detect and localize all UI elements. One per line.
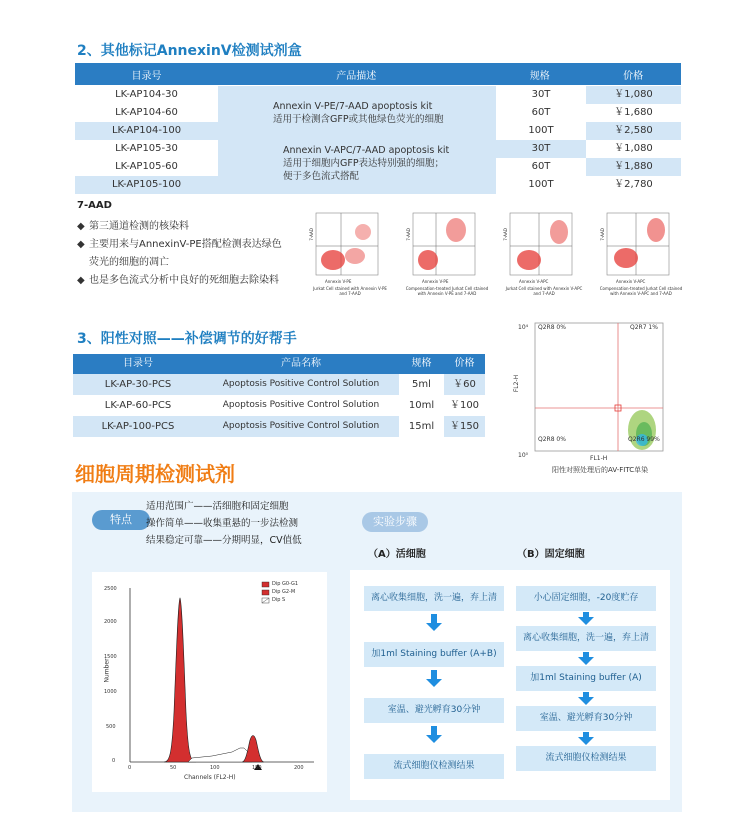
histogram-legend [272, 580, 298, 604]
table-row-price: ￥2,580 [586, 122, 681, 140]
table-row-price: ￥1,880 [586, 158, 681, 176]
aad-plots [305, 210, 685, 310]
quadrant-label: Q2R7 1% [630, 324, 658, 331]
plot-caption: 阳性对照处理后的AV-FITC单染 [552, 466, 649, 474]
plot-ylabel: 7-AAD [599, 228, 605, 241]
histogram-box [92, 572, 327, 792]
col-header-name: 产品名称 [281, 358, 321, 369]
feature-item: 操作简单——收集重悬的一步法检测 [146, 518, 299, 529]
table-row-price: ￥2,780 [614, 179, 653, 190]
table-row-code: LK-AP104-30 [115, 89, 178, 100]
bullet-item: ◆ 也是多色流式分析中良好的死细胞去除染料 [77, 275, 279, 286]
ytick: 1000 [104, 689, 117, 695]
plot-ylabel: 7-AAD [405, 228, 411, 241]
scatter-plot-1 [305, 210, 395, 310]
legend-item: Dip S [272, 597, 286, 603]
live-step: 室温、避光孵育30分钟 [364, 698, 504, 723]
scatter-svg [606, 212, 670, 278]
xtick: 100 [210, 765, 220, 771]
col-header-code: 目录号 [123, 358, 153, 369]
plot-caption: Compensation-treated Jurkat Cell stained [405, 286, 489, 291]
feature-label: 特点 [92, 510, 150, 530]
scatter-svg [315, 212, 379, 278]
plot-caption: with Annexin V-APC and 7-AAD [610, 291, 672, 296]
table-row-code: LK-AP-30-PCS [73, 374, 203, 395]
fixed-step: 室温、避光孵育30分钟 [516, 706, 656, 731]
plot-caption: Compensation-treated Jurkat Cell stained [599, 286, 683, 291]
col-header-price: 价格 [585, 63, 681, 85]
scatter-plot-4 [596, 210, 686, 310]
legend-item: Dip G2-M [272, 589, 296, 595]
steps-box [350, 570, 670, 800]
table-row-spec: 30T [496, 140, 586, 158]
fixed-step: 流式细胞仪检测结果 [516, 746, 656, 771]
annexin-kit-table [75, 63, 681, 85]
section2-title: 2、其他标记AnnexinV检测试剂盒 [77, 43, 302, 59]
table-row-name: Apoptosis Positive Control Solution [203, 374, 399, 395]
col-header-desc: 产品描述 [218, 63, 494, 85]
aad-title: 7-AAD [77, 200, 112, 211]
plot-xlabel: Annexin V-APC [519, 279, 549, 284]
table-row-price: ￥1,680 [614, 107, 653, 118]
ytick: 2500 [104, 586, 117, 592]
table-row-spec: 5ml [412, 379, 431, 390]
scatter-plot-2 [402, 210, 492, 310]
table-row-spec: 60T [531, 107, 551, 118]
plot-caption: with Annexin V-PE and 7-AAD [417, 291, 477, 296]
table-row-price: ￥150 [444, 416, 485, 437]
table-row-spec: 10ml [408, 400, 435, 411]
legend-item: Dip G0-G1 [272, 581, 299, 587]
plot-ylabel: 7-AAD [308, 228, 314, 241]
histogram-ylabel: Number [103, 658, 111, 683]
plot-ylabel: 7-AAD [502, 228, 508, 241]
positive-control-plot [510, 318, 670, 478]
scatter-svg [412, 212, 476, 278]
table-row-spec: 15ml [408, 421, 435, 432]
feature-item: 结果稳定可靠——分期明显，CV值低 [146, 535, 302, 546]
bullet-item: ◆ 第三通道检测的核染料 [77, 221, 189, 232]
histogram-xlabel: Channels (FL2-H) [184, 774, 236, 781]
fixed-cell-title: （B）固定细胞 [517, 549, 585, 560]
table-row-price: ￥100 [449, 400, 480, 411]
ytick: 2000 [104, 619, 117, 625]
xtick: 200 [294, 765, 304, 771]
desc-block [218, 86, 496, 194]
plot-xlabel: Annexin V-PE [422, 279, 449, 284]
plot-xlabel: Annexin V-APC [616, 279, 646, 284]
table-row-price: ￥1,080 [586, 86, 681, 104]
plot-caption: Jurkat Cell stained with Annexin V-PE [313, 286, 387, 291]
ytick: 0 [112, 758, 116, 764]
quadrant-label: Q2R8 0% [538, 324, 566, 331]
desc1-line1: Annexin V-PE/7-AAD apoptosis kit [273, 101, 433, 112]
desc1-line2: 适用于检测含GFP或其他绿色荧光的细胞 [273, 114, 444, 125]
table-row-code: LK-AP105-60 [115, 161, 178, 172]
plot-xlabel: Annexin V-PE [325, 279, 352, 284]
col-header-code: 目录号 [75, 63, 218, 85]
scatter-svg [534, 322, 664, 454]
live-cell-title: （A）活细胞 [368, 549, 426, 560]
col-header-spec: 规格 [411, 358, 432, 369]
plot-xlabel: FL1-H [590, 455, 608, 462]
table-row-spec: 60T [531, 161, 551, 172]
table-row-code: LK-AP-60-PCS [104, 400, 172, 411]
table-row-code: LK-AP104-100 [75, 122, 218, 140]
xtick: 0 [128, 765, 132, 771]
plot-caption: and 7-AAD [339, 291, 361, 296]
desc2-line2: 适用于细胞内GFP表达特别强的细胞； [283, 158, 445, 169]
table-row-code: LK-AP104-60 [115, 107, 178, 118]
quadrant-label: Q2R8 0% [538, 436, 566, 443]
table-row-code: LK-AP105-30 [115, 143, 178, 154]
table-row-spec: 30T [531, 89, 551, 100]
feature-item: 适用范围广——活细胞和固定细胞 [146, 501, 289, 512]
histogram-svg [92, 572, 327, 792]
table-row-spec: 100T [528, 179, 554, 190]
col-header-spec: 规格 [494, 63, 585, 85]
table-row-name: Apoptosis Positive Control Solution [222, 400, 380, 410]
live-step: 离心收集细胞，洗一遍，弃上清 [364, 586, 504, 611]
table-row-price: ￥1,080 [614, 143, 653, 154]
live-step: 流式细胞仪检测结果 [364, 754, 504, 779]
fixed-step: 小心固定细胞，-20度贮存 [516, 586, 656, 611]
ytick: 500 [106, 724, 116, 730]
ytick: 1500 [104, 654, 117, 660]
cellcycle-panel [72, 492, 682, 812]
scatter-plot-3 [499, 210, 589, 310]
quadrant-label: Q2R6 99% [628, 436, 660, 443]
aad-bullets [77, 218, 297, 290]
table-row-name: Apoptosis Positive Control Solution [203, 416, 399, 437]
bullet-item: 荧光的细胞的凋亡 [89, 257, 169, 268]
xtick: 50 [170, 765, 177, 771]
scatter-svg [509, 212, 573, 278]
table-row-code: LK-AP105-100 [75, 176, 218, 194]
table-row-price: ￥60 [444, 374, 485, 395]
plot-caption: and 7-AAD [533, 291, 555, 296]
section3-title: 3、阳性对照——补偿调节的好帮手 [77, 331, 297, 347]
desc2-line3: 便于多色流式搭配 [283, 171, 360, 182]
table-row-spec: 100T [528, 125, 554, 136]
cellcycle-title: 细胞周期检测试剂 [75, 462, 235, 486]
plot-y-top: 10⁴ [518, 324, 529, 331]
fixed-step: 加1ml Staining buffer (A) [516, 666, 656, 691]
steps-label: 实验步骤 [362, 512, 428, 532]
feature-list [146, 498, 302, 549]
plot-ylabel: FL2-H [513, 374, 521, 393]
plot-y-bottom: 10⁰ [518, 452, 529, 459]
live-step: 加1ml Staining buffer (A+B) [364, 642, 504, 667]
plot-caption: Jurkat Cell stained with Annexin V-APC [505, 286, 583, 291]
bullet-item: ◆ 主要用来与AnnexinV-PE搭配检测表达绿色 [77, 239, 282, 250]
col-header-price: 价格 [454, 358, 475, 369]
table-row-code: LK-AP-100-PCS [73, 416, 203, 437]
desc2-line1: Annexin V-APC/7-AAD apoptosis kit [283, 145, 450, 156]
fixed-step: 离心收集细胞，洗一遍，弃上清 [516, 626, 656, 651]
xtick: 150 [252, 765, 262, 771]
